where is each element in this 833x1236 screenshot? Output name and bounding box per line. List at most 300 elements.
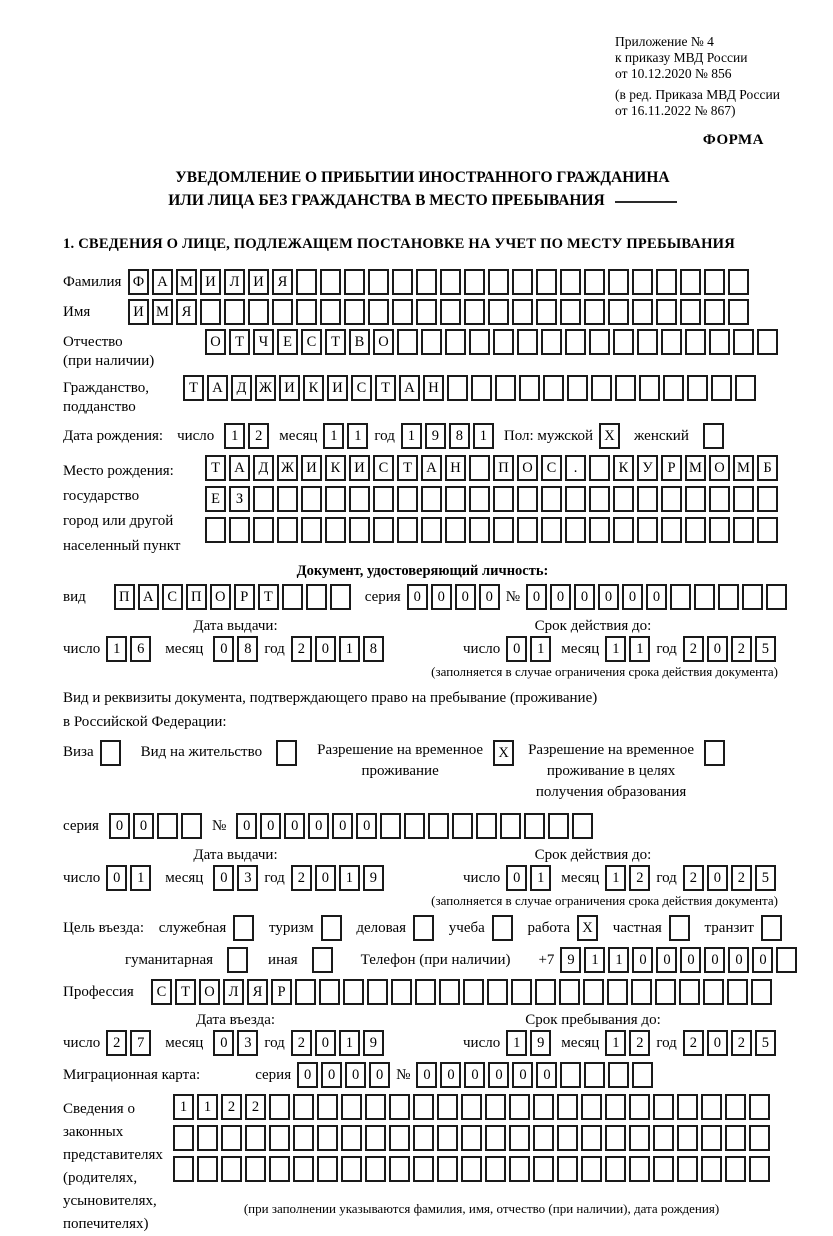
form-cell[interactable] bbox=[445, 329, 466, 355]
form-cell[interactable]: Н bbox=[423, 375, 444, 401]
form-cell[interactable]: Я bbox=[272, 269, 293, 295]
form-cell[interactable]: 0 bbox=[356, 813, 377, 839]
form-cell[interactable] bbox=[632, 269, 653, 295]
form-cell[interactable] bbox=[343, 979, 364, 1005]
form-cell[interactable] bbox=[631, 979, 652, 1005]
form-cell[interactable] bbox=[560, 269, 581, 295]
form-cell[interactable]: П bbox=[493, 455, 514, 481]
form-cell[interactable] bbox=[533, 1094, 554, 1120]
form-cell[interactable]: 0 bbox=[407, 584, 428, 610]
form-cell[interactable] bbox=[320, 299, 341, 325]
form-cell[interactable] bbox=[766, 584, 787, 610]
form-cell[interactable]: . bbox=[565, 455, 586, 481]
form-cell[interactable] bbox=[485, 1156, 506, 1182]
form-cell[interactable]: 0 bbox=[526, 584, 547, 610]
form-cell[interactable] bbox=[317, 1094, 338, 1120]
form-cell[interactable] bbox=[181, 813, 202, 839]
form-cell[interactable]: 0 bbox=[431, 584, 452, 610]
form-cell[interactable] bbox=[605, 1094, 626, 1120]
form-cell[interactable]: 0 bbox=[488, 1062, 509, 1088]
form-cell[interactable]: Т bbox=[183, 375, 204, 401]
form-cell[interactable] bbox=[751, 979, 772, 1005]
form-cell[interactable]: 2 bbox=[221, 1094, 242, 1120]
form-cell[interactable] bbox=[701, 1125, 722, 1151]
form-cell[interactable] bbox=[589, 517, 610, 543]
form-cell[interactable]: С bbox=[151, 979, 172, 1005]
form-cell[interactable]: 2 bbox=[683, 865, 704, 891]
form-cell[interactable] bbox=[493, 329, 514, 355]
form-cell[interactable]: 5 bbox=[755, 1030, 776, 1056]
form-cell[interactable] bbox=[341, 1156, 362, 1182]
checkbox-cell[interactable] bbox=[704, 740, 725, 766]
form-cell[interactable] bbox=[306, 584, 327, 610]
form-cell[interactable]: 3 bbox=[237, 1030, 258, 1056]
form-cell[interactable] bbox=[487, 979, 508, 1005]
form-cell[interactable] bbox=[560, 299, 581, 325]
form-cell[interactable]: Р bbox=[271, 979, 292, 1005]
form-cell[interactable] bbox=[296, 299, 317, 325]
form-cell[interactable]: О bbox=[517, 455, 538, 481]
form-cell[interactable] bbox=[733, 329, 754, 355]
form-cell[interactable] bbox=[701, 1094, 722, 1120]
form-cell[interactable] bbox=[197, 1125, 218, 1151]
form-cell[interactable] bbox=[469, 455, 490, 481]
form-cell[interactable]: И bbox=[248, 269, 269, 295]
form-cell[interactable] bbox=[757, 486, 778, 512]
form-cell[interactable] bbox=[704, 299, 725, 325]
form-cell[interactable]: Т bbox=[205, 455, 226, 481]
form-cell[interactable]: С bbox=[162, 584, 183, 610]
form-cell[interactable] bbox=[269, 1125, 290, 1151]
form-cell[interactable]: Я bbox=[247, 979, 268, 1005]
form-cell[interactable]: 0 bbox=[622, 584, 643, 610]
form-cell[interactable] bbox=[173, 1156, 194, 1182]
form-cell[interactable] bbox=[632, 299, 653, 325]
form-cell[interactable] bbox=[663, 375, 684, 401]
form-cell[interactable] bbox=[493, 517, 514, 543]
form-cell[interactable]: Ф bbox=[128, 269, 149, 295]
form-cell[interactable]: 7 bbox=[130, 1030, 151, 1056]
form-cell[interactable]: 2 bbox=[683, 636, 704, 662]
form-cell[interactable] bbox=[413, 1156, 434, 1182]
form-cell[interactable]: 0 bbox=[133, 813, 154, 839]
form-cell[interactable] bbox=[397, 517, 418, 543]
form-cell[interactable]: 6 bbox=[130, 636, 151, 662]
form-cell[interactable] bbox=[584, 299, 605, 325]
form-cell[interactable] bbox=[495, 375, 516, 401]
form-cell[interactable]: 0 bbox=[707, 865, 728, 891]
form-cell[interactable] bbox=[685, 517, 706, 543]
form-cell[interactable]: 9 bbox=[425, 423, 446, 449]
form-cell[interactable] bbox=[173, 1125, 194, 1151]
form-cell[interactable] bbox=[461, 1156, 482, 1182]
form-cell[interactable]: А bbox=[399, 375, 420, 401]
form-cell[interactable]: О bbox=[199, 979, 220, 1005]
form-cell[interactable]: М bbox=[685, 455, 706, 481]
form-cell[interactable] bbox=[404, 813, 425, 839]
form-cell[interactable]: 2 bbox=[731, 636, 752, 662]
form-cell[interactable] bbox=[567, 375, 588, 401]
form-cell[interactable] bbox=[452, 813, 473, 839]
form-cell[interactable] bbox=[742, 584, 763, 610]
form-cell[interactable] bbox=[749, 1156, 770, 1182]
form-cell[interactable] bbox=[277, 486, 298, 512]
form-cell[interactable] bbox=[656, 299, 677, 325]
form-cell[interactable]: 1 bbox=[584, 947, 605, 973]
form-cell[interactable] bbox=[637, 517, 658, 543]
form-cell[interactable] bbox=[605, 1125, 626, 1151]
form-cell[interactable] bbox=[557, 1125, 578, 1151]
form-cell[interactable]: 0 bbox=[506, 865, 527, 891]
form-cell[interactable] bbox=[416, 269, 437, 295]
form-cell[interactable]: Л bbox=[224, 269, 245, 295]
form-cell[interactable]: 1 bbox=[506, 1030, 527, 1056]
form-cell[interactable]: 0 bbox=[109, 813, 130, 839]
form-cell[interactable]: П bbox=[114, 584, 135, 610]
form-cell[interactable] bbox=[295, 979, 316, 1005]
form-cell[interactable] bbox=[463, 979, 484, 1005]
form-cell[interactable]: Т bbox=[229, 329, 250, 355]
form-cell[interactable] bbox=[221, 1125, 242, 1151]
form-cell[interactable] bbox=[330, 584, 351, 610]
form-cell[interactable] bbox=[607, 979, 628, 1005]
form-cell[interactable] bbox=[293, 1094, 314, 1120]
form-cell[interactable]: 0 bbox=[106, 865, 127, 891]
form-cell[interactable] bbox=[757, 329, 778, 355]
form-cell[interactable]: 3 bbox=[237, 865, 258, 891]
form-cell[interactable] bbox=[749, 1094, 770, 1120]
form-cell[interactable] bbox=[653, 1094, 674, 1120]
form-cell[interactable]: 0 bbox=[707, 636, 728, 662]
form-cell[interactable] bbox=[704, 269, 725, 295]
form-cell[interactable] bbox=[629, 1094, 650, 1120]
form-cell[interactable] bbox=[344, 269, 365, 295]
form-cell[interactable]: Т bbox=[397, 455, 418, 481]
form-cell[interactable]: 1 bbox=[605, 636, 626, 662]
form-cell[interactable] bbox=[517, 486, 538, 512]
form-cell[interactable]: 0 bbox=[704, 947, 725, 973]
form-cell[interactable]: 0 bbox=[455, 584, 476, 610]
form-cell[interactable]: И bbox=[279, 375, 300, 401]
form-cell[interactable]: 1 bbox=[347, 423, 368, 449]
form-cell[interactable] bbox=[535, 979, 556, 1005]
form-cell[interactable] bbox=[653, 1156, 674, 1182]
form-cell[interactable] bbox=[533, 1156, 554, 1182]
form-cell[interactable] bbox=[589, 455, 610, 481]
form-cell[interactable]: 0 bbox=[598, 584, 619, 610]
form-cell[interactable] bbox=[680, 269, 701, 295]
form-cell[interactable]: 0 bbox=[479, 584, 500, 610]
form-cell[interactable]: И bbox=[200, 269, 221, 295]
form-cell[interactable] bbox=[536, 299, 557, 325]
form-cell[interactable] bbox=[476, 813, 497, 839]
form-cell[interactable] bbox=[608, 1062, 629, 1088]
form-cell[interactable] bbox=[367, 979, 388, 1005]
form-cell[interactable] bbox=[709, 486, 730, 512]
form-cell[interactable]: Т bbox=[375, 375, 396, 401]
form-cell[interactable] bbox=[389, 1094, 410, 1120]
form-cell[interactable]: 0 bbox=[369, 1062, 390, 1088]
form-cell[interactable]: Н bbox=[445, 455, 466, 481]
form-cell[interactable] bbox=[533, 1125, 554, 1151]
form-cell[interactable] bbox=[245, 1125, 266, 1151]
form-cell[interactable]: 0 bbox=[260, 813, 281, 839]
form-cell[interactable] bbox=[445, 517, 466, 543]
form-cell[interactable] bbox=[428, 813, 449, 839]
form-cell[interactable]: 8 bbox=[363, 636, 384, 662]
form-cell[interactable]: В bbox=[349, 329, 370, 355]
form-cell[interactable] bbox=[735, 375, 756, 401]
form-cell[interactable] bbox=[685, 486, 706, 512]
form-cell[interactable]: 1 bbox=[339, 1030, 360, 1056]
form-cell[interactable] bbox=[637, 329, 658, 355]
form-cell[interactable] bbox=[639, 375, 660, 401]
form-cell[interactable] bbox=[296, 269, 317, 295]
form-cell[interactable] bbox=[629, 1125, 650, 1151]
form-cell[interactable] bbox=[519, 375, 540, 401]
form-cell[interactable] bbox=[608, 269, 629, 295]
form-cell[interactable]: 2 bbox=[245, 1094, 266, 1120]
form-cell[interactable] bbox=[757, 517, 778, 543]
form-cell[interactable]: 0 bbox=[752, 947, 773, 973]
form-cell[interactable] bbox=[437, 1125, 458, 1151]
form-cell[interactable]: 2 bbox=[629, 865, 650, 891]
form-cell[interactable] bbox=[221, 1156, 242, 1182]
form-cell[interactable] bbox=[584, 269, 605, 295]
checkbox-cell[interactable] bbox=[703, 423, 724, 449]
form-cell[interactable]: 0 bbox=[728, 947, 749, 973]
form-cell[interactable]: 2 bbox=[106, 1030, 127, 1056]
form-cell[interactable] bbox=[605, 1156, 626, 1182]
form-cell[interactable]: К bbox=[613, 455, 634, 481]
form-cell[interactable] bbox=[421, 329, 442, 355]
form-cell[interactable] bbox=[589, 486, 610, 512]
form-cell[interactable] bbox=[389, 1156, 410, 1182]
form-cell[interactable] bbox=[725, 1125, 746, 1151]
form-cell[interactable] bbox=[615, 375, 636, 401]
form-cell[interactable] bbox=[500, 813, 521, 839]
form-cell[interactable]: О bbox=[709, 455, 730, 481]
form-cell[interactable] bbox=[365, 1156, 386, 1182]
form-cell[interactable]: 0 bbox=[213, 865, 234, 891]
form-cell[interactable] bbox=[488, 269, 509, 295]
form-cell[interactable]: 0 bbox=[315, 636, 336, 662]
form-cell[interactable] bbox=[509, 1125, 530, 1151]
form-cell[interactable] bbox=[718, 584, 739, 610]
form-cell[interactable]: А bbox=[152, 269, 173, 295]
form-cell[interactable] bbox=[613, 329, 634, 355]
form-cell[interactable]: А bbox=[207, 375, 228, 401]
checkbox-cell[interactable]: X bbox=[577, 915, 598, 941]
form-cell[interactable] bbox=[325, 517, 346, 543]
form-cell[interactable] bbox=[581, 1125, 602, 1151]
form-cell[interactable]: У bbox=[637, 455, 658, 481]
checkbox-cell[interactable] bbox=[100, 740, 121, 766]
form-cell[interactable] bbox=[655, 979, 676, 1005]
form-cell[interactable]: Б bbox=[757, 455, 778, 481]
form-cell[interactable]: 1 bbox=[605, 865, 626, 891]
form-cell[interactable]: Ж bbox=[255, 375, 276, 401]
form-cell[interactable]: 0 bbox=[213, 1030, 234, 1056]
form-cell[interactable] bbox=[365, 1094, 386, 1120]
form-cell[interactable] bbox=[661, 486, 682, 512]
form-cell[interactable] bbox=[565, 486, 586, 512]
form-cell[interactable] bbox=[269, 1156, 290, 1182]
form-cell[interactable] bbox=[661, 329, 682, 355]
form-cell[interactable]: 1 bbox=[608, 947, 629, 973]
form-cell[interactable] bbox=[584, 1062, 605, 1088]
form-cell[interactable]: 0 bbox=[512, 1062, 533, 1088]
form-cell[interactable] bbox=[727, 979, 748, 1005]
form-cell[interactable]: Е bbox=[277, 329, 298, 355]
form-cell[interactable]: 2 bbox=[291, 636, 312, 662]
form-cell[interactable] bbox=[437, 1094, 458, 1120]
form-cell[interactable] bbox=[680, 299, 701, 325]
form-cell[interactable] bbox=[277, 517, 298, 543]
form-cell[interactable] bbox=[415, 979, 436, 1005]
form-cell[interactable]: 2 bbox=[683, 1030, 704, 1056]
form-cell[interactable] bbox=[511, 979, 532, 1005]
form-cell[interactable] bbox=[471, 375, 492, 401]
form-cell[interactable]: Т bbox=[258, 584, 279, 610]
form-cell[interactable]: 0 bbox=[680, 947, 701, 973]
form-cell[interactable] bbox=[581, 1156, 602, 1182]
checkbox-cell[interactable]: X bbox=[493, 740, 514, 766]
form-cell[interactable] bbox=[392, 299, 413, 325]
form-cell[interactable]: С bbox=[373, 455, 394, 481]
form-cell[interactable] bbox=[591, 375, 612, 401]
form-cell[interactable] bbox=[703, 979, 724, 1005]
checkbox-cell[interactable] bbox=[669, 915, 690, 941]
form-cell[interactable]: 1 bbox=[173, 1094, 194, 1120]
form-cell[interactable]: 0 bbox=[574, 584, 595, 610]
form-cell[interactable] bbox=[733, 517, 754, 543]
form-cell[interactable] bbox=[253, 486, 274, 512]
form-cell[interactable]: 0 bbox=[213, 636, 234, 662]
form-cell[interactable]: 0 bbox=[550, 584, 571, 610]
form-cell[interactable] bbox=[517, 329, 538, 355]
form-cell[interactable] bbox=[301, 517, 322, 543]
form-cell[interactable] bbox=[269, 1094, 290, 1120]
form-cell[interactable] bbox=[677, 1125, 698, 1151]
form-cell[interactable] bbox=[557, 1156, 578, 1182]
form-cell[interactable] bbox=[685, 329, 706, 355]
form-cell[interactable] bbox=[653, 1125, 674, 1151]
form-cell[interactable]: С bbox=[351, 375, 372, 401]
form-cell[interactable] bbox=[583, 979, 604, 1005]
form-cell[interactable] bbox=[509, 1156, 530, 1182]
form-cell[interactable] bbox=[524, 813, 545, 839]
form-cell[interactable] bbox=[341, 1125, 362, 1151]
form-cell[interactable]: 0 bbox=[656, 947, 677, 973]
form-cell[interactable]: Р bbox=[661, 455, 682, 481]
form-cell[interactable] bbox=[637, 486, 658, 512]
form-cell[interactable] bbox=[439, 979, 460, 1005]
form-cell[interactable]: 1 bbox=[629, 636, 650, 662]
form-cell[interactable] bbox=[397, 486, 418, 512]
form-cell[interactable]: 0 bbox=[284, 813, 305, 839]
form-cell[interactable] bbox=[701, 1156, 722, 1182]
form-cell[interactable] bbox=[536, 269, 557, 295]
form-cell[interactable] bbox=[613, 486, 634, 512]
form-cell[interactable] bbox=[301, 486, 322, 512]
form-cell[interactable] bbox=[560, 1062, 581, 1088]
form-cell[interactable]: 1 bbox=[530, 636, 551, 662]
form-cell[interactable] bbox=[365, 1125, 386, 1151]
form-cell[interactable] bbox=[224, 299, 245, 325]
form-cell[interactable] bbox=[613, 517, 634, 543]
form-cell[interactable]: Д bbox=[253, 455, 274, 481]
form-cell[interactable] bbox=[421, 517, 442, 543]
form-cell[interactable]: 2 bbox=[731, 865, 752, 891]
form-cell[interactable]: 0 bbox=[416, 1062, 437, 1088]
form-cell[interactable] bbox=[445, 486, 466, 512]
form-cell[interactable]: 0 bbox=[297, 1062, 318, 1088]
form-cell[interactable] bbox=[687, 375, 708, 401]
form-cell[interactable] bbox=[512, 269, 533, 295]
form-cell[interactable] bbox=[565, 329, 586, 355]
form-cell[interactable]: 0 bbox=[236, 813, 257, 839]
form-cell[interactable]: 1 bbox=[197, 1094, 218, 1120]
form-cell[interactable] bbox=[541, 517, 562, 543]
form-cell[interactable] bbox=[373, 486, 394, 512]
checkbox-cell[interactable] bbox=[413, 915, 434, 941]
form-cell[interactable]: И bbox=[301, 455, 322, 481]
form-cell[interactable]: Д bbox=[231, 375, 252, 401]
form-cell[interactable] bbox=[565, 517, 586, 543]
form-cell[interactable] bbox=[679, 979, 700, 1005]
form-cell[interactable] bbox=[461, 1094, 482, 1120]
checkbox-cell[interactable] bbox=[321, 915, 342, 941]
form-cell[interactable]: 0 bbox=[315, 1030, 336, 1056]
form-cell[interactable] bbox=[373, 517, 394, 543]
form-cell[interactable]: 0 bbox=[536, 1062, 557, 1088]
form-cell[interactable]: С bbox=[301, 329, 322, 355]
form-cell[interactable] bbox=[512, 299, 533, 325]
form-cell[interactable]: 1 bbox=[224, 423, 245, 449]
form-cell[interactable]: 0 bbox=[707, 1030, 728, 1056]
form-cell[interactable]: 1 bbox=[605, 1030, 626, 1056]
form-cell[interactable]: 0 bbox=[321, 1062, 342, 1088]
form-cell[interactable]: 1 bbox=[323, 423, 344, 449]
form-cell[interactable] bbox=[157, 813, 178, 839]
form-cell[interactable] bbox=[440, 269, 461, 295]
form-cell[interactable]: О bbox=[210, 584, 231, 610]
form-cell[interactable]: С bbox=[541, 455, 562, 481]
form-cell[interactable]: Ж bbox=[277, 455, 298, 481]
checkbox-cell[interactable] bbox=[492, 915, 513, 941]
form-cell[interactable] bbox=[447, 375, 468, 401]
form-cell[interactable] bbox=[320, 269, 341, 295]
form-cell[interactable] bbox=[325, 486, 346, 512]
form-cell[interactable] bbox=[392, 269, 413, 295]
form-cell[interactable] bbox=[440, 299, 461, 325]
form-cell[interactable] bbox=[677, 1156, 698, 1182]
form-cell[interactable]: 0 bbox=[345, 1062, 366, 1088]
form-cell[interactable]: 1 bbox=[530, 865, 551, 891]
form-cell[interactable]: 2 bbox=[291, 865, 312, 891]
form-cell[interactable] bbox=[725, 1094, 746, 1120]
form-cell[interactable] bbox=[248, 299, 269, 325]
form-cell[interactable] bbox=[485, 1125, 506, 1151]
form-cell[interactable] bbox=[509, 1094, 530, 1120]
form-cell[interactable] bbox=[608, 299, 629, 325]
form-cell[interactable] bbox=[709, 329, 730, 355]
form-cell[interactable] bbox=[344, 299, 365, 325]
form-cell[interactable]: Т bbox=[175, 979, 196, 1005]
form-cell[interactable] bbox=[391, 979, 412, 1005]
form-cell[interactable]: 0 bbox=[315, 865, 336, 891]
